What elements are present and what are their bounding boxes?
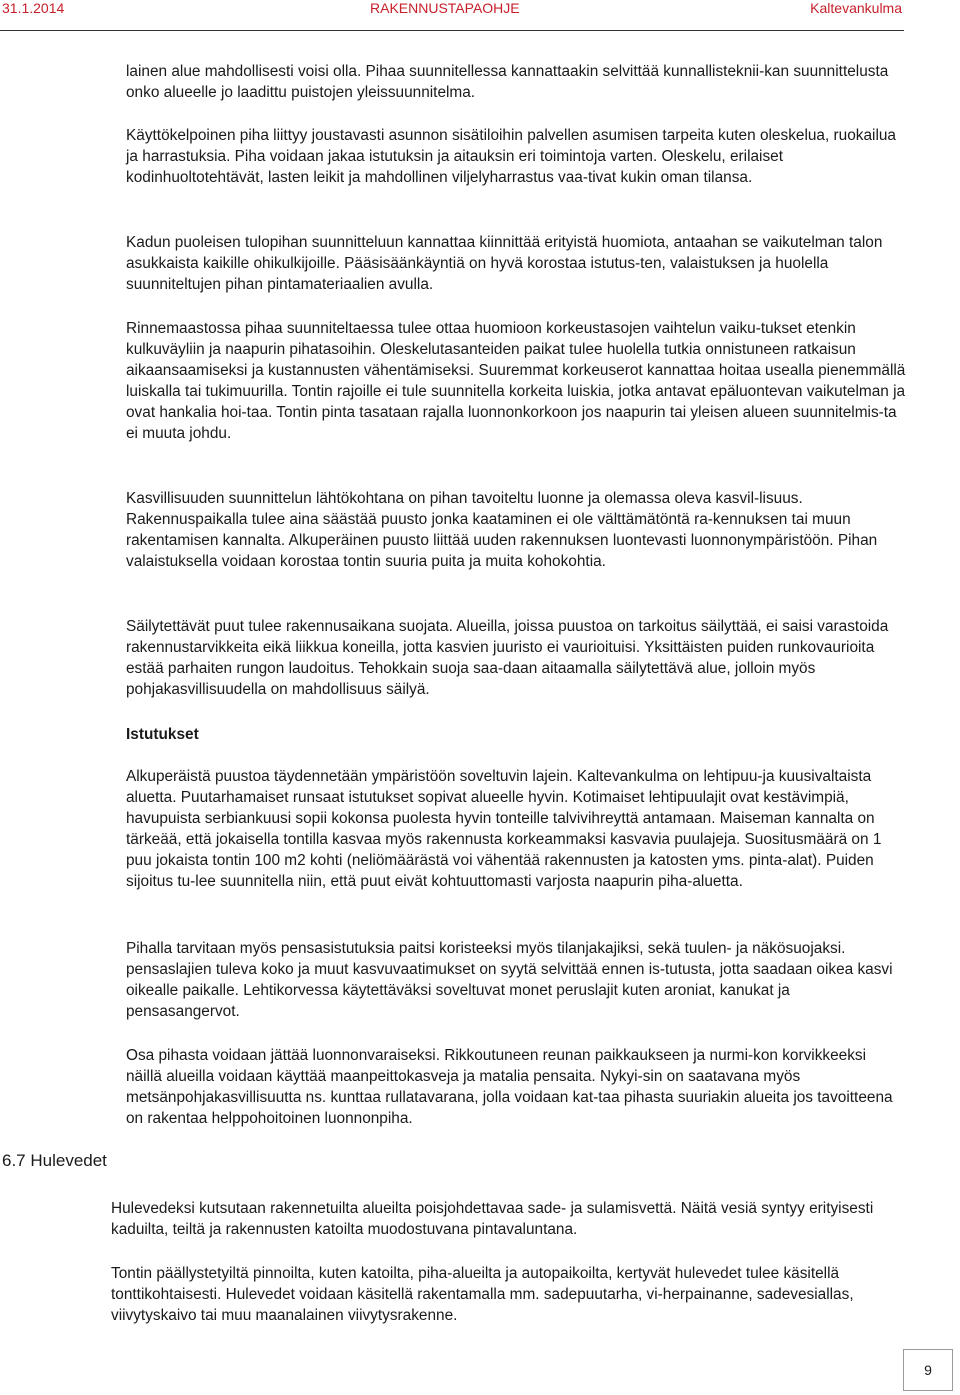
paragraph-text: Tontin päällystetyiltä pinnoilta, kuten katoilta, piha-alueilta ja autopaikoilta, kertyvät hulevedet tulee käsitellä tonttikohtaisesti. Hulevedet voidaan käsitellä rakentamalla mm. sadepuutarha, vi-herpainanne, sadevesiallas, viivytyskaivo tai muu maanalainen viivytysrakenne. — [111, 1265, 854, 1324]
body-paragraph — [126, 61, 906, 103]
page-header — [0, 0, 960, 30]
body-paragraph — [126, 1045, 906, 1129]
header-date: 31.1.2014 — [2, 0, 65, 16]
header-divider — [0, 30, 904, 31]
paragraph-text: Rinnemaastossa pihaa suunniteltaessa tulee ottaa huomioon korkeustasojen vaihtelun vaiku-tukset etenkin kulkuväyliin ja naapurin pihatasoihin. Oleskelutasanteiden paikat tulee huolella tutkia onnistuneen ratkaisun aikaansaamiseksi ja kustannusten vähentämiseksi. Suuremmat korkeuserot kannattaa hoitaa usealla pienemmällä luiskalla tai tukimuurilla. Tontin rajoille ei tule suunnitella korkeita luiskia, jotka antavat epäluontevan vaikutelman ja ovat hankalia hoi-taa. Tontin pinta tasataan rajalla luonnonkorkoon jos naapurin tai yleisen alueen suunnitelmis-ta ei muuta johdu. — [126, 320, 906, 442]
header-document-title: RAKENNUSTAPAOHJE — [370, 0, 520, 16]
paragraph-text: Hulevedeksi kutsutaan rakennetuilta alueilta poisjohdettavaa sade- ja sulamisvettä. Näitä vesiä syntyy erityisesti kaduilta, teiltä ja rakennusten katoilta muodostuvana pintavaluntana. — [111, 1200, 874, 1238]
body-paragraph — [126, 318, 906, 444]
paragraph-text: Osa pihasta voidaan jättää luonnonvaraiseksi. Rikkoutuneen reunan paikkaukseen ja nurmi-kon korvikkeeksi näillä alueilla voidaan käyttää maanpeittokasveja ja matalia pensaita. Nykyi-sin on saatavana myös metsänpohjakasvillisuutta ns. kunttaa rullatavarana, jolla voidaan kat-taa pihasta suuriakin alueita jos tavoitteena on rakentaa helppohoitoinen luonnonpiha. — [126, 1047, 893, 1127]
paragraph-text: Kadun puoleisen tulopihan suunnitteluun kannattaa kiinnittää erityistä huomiota, antaahan se vaikutelman talon asukkaista kaikille ohikulkijoille. Pääsisäänkäyntiä on hyvä korostaa istutus-ten, valaistuksen ja huolella suunniteltujen pihan pintamateriaalien avulla. — [126, 234, 883, 293]
page-number: 9 — [924, 1362, 932, 1378]
body-paragraph — [126, 616, 906, 700]
header-place: Kaltevankulma — [810, 0, 902, 16]
body-paragraph — [126, 766, 906, 892]
body-paragraph — [126, 232, 906, 295]
body-paragraph — [111, 1198, 906, 1240]
page-number-box — [903, 1349, 953, 1391]
subheading-istutukset: Istutukset — [126, 726, 199, 743]
section-heading: 6.7 Hulevedet — [2, 1151, 107, 1170]
paragraph-text: Pihalla tarvitaan myös pensasistutuksia paitsi koristeeksi myös tilanjakajiksi, sekä tuulen- ja näkösuojaksi. pensaslajien tuleva koko ja muut kasvuvaatimukset on syytä selvittää ennen is-tutusta, jotta saadaan oikea kasvi oikealle paikalle. Lehtikorvessa käytettäväksi soveltuvat monet peruslajit kuten aroniat, kanukat ja pensasangervot. — [126, 940, 893, 1020]
paragraph-text: Säilytettävät puut tulee rakennusaikana suojata. Alueilla, joissa puustoa on tarkoitus säilyttää, ei saisi varastoida rakennustarvikkeita eikä liikkua koneilla, jotta kasvien juuristo ei vaurioituisi. Yksittäisten puiden runkovaurioita estää parhaiten rungon laudoitus. Tehokkain suoja saa-daan aitaamalla säilytettävä alue, jolloin myös pohjakasvillisuudella on mahdollisuus säilyä. — [126, 618, 889, 698]
body-paragraph — [111, 1263, 906, 1326]
body-paragraph — [126, 125, 906, 188]
paragraph-text: lainen alue mahdollisesti voisi olla. Pihaa suunnitellessa kannattaakin selvittää kunnallisteknii-kan suunnittelusta onko alueelle jo laadittu puistojen yleissuunnitelma. — [126, 63, 889, 101]
paragraph-text: Alkuperäistä puustoa täydennetään ympäristöön soveltuvin lajein. Kaltevankulma on lehtipuu-ja kuusivaltaista aluetta. Puutarhamaiset runsaat istutukset sopivat alueelle hyvin. Kotimaiset lehtipuulajit ovat kestävimpiä, havupuista serbiankuusi sopii kokonsa puolesta hyvin tonteille talvivihreyttä antamaan. Maiseman kannalta on tärkeää, että jokaisella tontilla kasvaa myös rakennusta korkeammaksi kasvavia puulajeja. Suositusmäärä on 1 puu jokaista tontin 100 m2 kohti (neliömäärästä voi vähentää rakennusten ja katosten yms. pinta-alat). Puiden sijoitus tu-lee suunnitella niin, että puut eivät kohtuuttomasti varjosta naapurin piha-aluetta. — [126, 768, 882, 890]
body-paragraph — [126, 488, 906, 572]
paragraph-text: Kasvillisuuden suunnittelun lähtökohtana on pihan tavoiteltu luonne ja olemassa oleva kasvil-lisuus. Rakennuspaikalla tulee aina säästää puusto jonka kaataminen ei ole välttämätöntä ra-kennuksen tai muun rakentamisen kannalta. Alkuperäinen puusto liittää uuden rakennuksen luontevasti luonnonympäristöön. Pihan valaistuksella voidaan korostaa tontin suuria puita ja muita kohokohtia. — [126, 490, 878, 570]
body-paragraph — [126, 938, 906, 1022]
paragraph-text: Käyttökelpoinen piha liittyy joustavasti asunnon sisätiloihin palvellen asumisen tarpeita kuten oleskelua, ruokailua ja harrastuksia. Piha voidaan jakaa istutuksin ja aitauksin eri toimintoja varten. Oleskelu, erilaiset kodinhuoltotehtävät, lasten leikit ja mahdollinen viljelyharrastus vaa-tivat kukin oman tilansa. — [126, 127, 896, 186]
